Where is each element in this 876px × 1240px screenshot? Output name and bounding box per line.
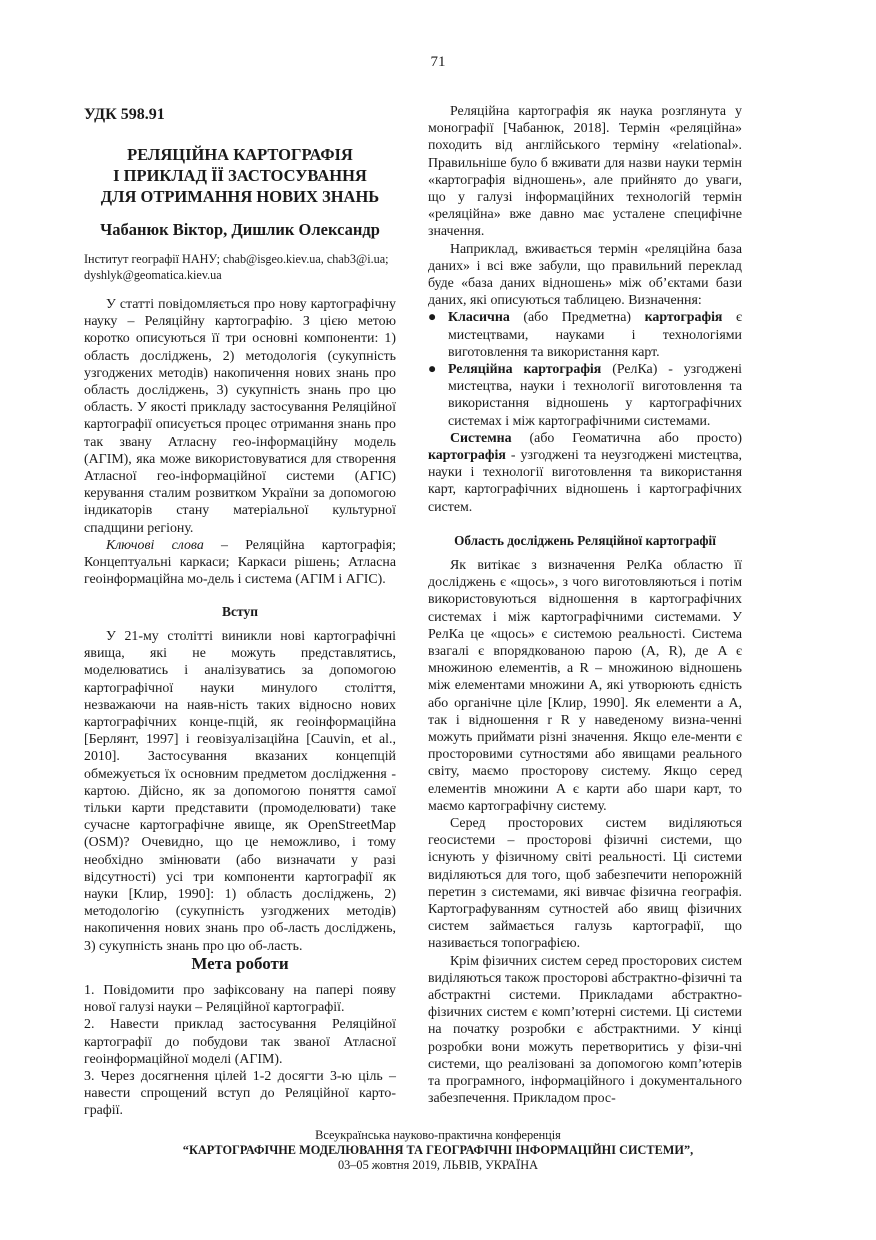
definition-text: (РелКа) - узгоджені мистецтва, науки і технології виготовлення та використання відношень у картографічних системах і між картографічними системами. (448, 362, 742, 429)
goal-item: 3. Через досягнення цілей 1-2 досягти 3-ю ціль – навести спрощений вступ до Реляційної карто-графії. (84, 1069, 396, 1119)
udk-code: УДК 598.91 (84, 106, 165, 123)
page-number: 71 (430, 54, 446, 70)
paragraph: Як витікає з визначення РелКа областю її досліджень є «щось», з чого виготовляються і потім використовуються відношення в картографічних системах і між картографічними системами. У РелКа це «щось» є системою реальності. Система взагалі є впорядкованою парою (A, R), де A є множиною елементів, а R – множиною відношень між елементами множини A, які утворюють єдність або органічне ціле [Клир, 1990]. Як елементи a A, так і відношення r R у наведеному визна-ченні можуть приймати різні значення. Якщо еле-менти є просторовими сутностями або явищами реального світу, маємо просторову систему. Якщо серед елементів множини A є карти або шари карт, то маємо картографічну систему. (428, 558, 742, 814)
definition-text: (або Геоматична або просто) (511, 430, 742, 446)
footer-line: Всеукраїнська науково-практична конференція (315, 1128, 561, 1142)
systemic-definition (428, 430, 742, 516)
definition-text: - узгоджені та неузгоджені мистецтва, науки і технології виготовлення та використання карт, картографічних відношень і картографічних систем. (428, 448, 742, 515)
footer-line: 03–05 жовтня 2019, ЛЬВІВ, УКРАЇНА (337, 1158, 539, 1172)
paragraph: Серед просторових систем виділяються геосистеми – просторові фізичні системи, що існують у фізичному світі реальності. Ці системи виділяються для того, щоб забезпечити непорожній перетин з системами, які вивчає фізична географія. Картографуванням сутностей або явищ фізичних систем займається галузь картографії, що називається топографією. (428, 816, 742, 952)
paragraph: Крім фізичних систем серед просторових систем виділяються також просторові абстрактно-фізичні та абстрактні системи. Прикладами абстрактно-фізичних систем є комп’ютерні системи. Ці системи на початку розробки є абстрактними. У кінці розробки вони можуть перетворитись у фізи-чні системи, що реалізовані за допомогою комп’ютерів та програмного, інформаційного і документального забезпечення. Прикладом прос- (428, 953, 742, 1107)
area-heading: Область досліджень Реляційної картографії (454, 533, 716, 548)
title-line: ДЛЯ ОТРИМАННЯ НОВИХ ЗНАНЬ (100, 187, 380, 206)
intro-heading: Вступ (222, 604, 258, 619)
term: картографія (644, 310, 723, 326)
term: картографія (428, 448, 506, 464)
abstract-text: У статті повідомляється про нову картографічну науку – Реляційну картографію. З цією метою коротко описуються її три основні компоненти: 1) область досліджень, 2) методологія (сукупність узгоджених методів) накопичення нових знань про область досліджень, 3) сукупність знань про цю область. У якості прикладу застосування Реляційної картографії описується процес отримання знань про так звану Атласну гео-інформаційну модель (АГІМ), яка може використовуватися для створення Атласної гео-інформаційної системи (АГІС) керування сталим розвитком України за допомогою індикаторів стану матеріальної культурної спадщини регіону. (84, 297, 396, 536)
paper-title (84, 144, 396, 207)
title-line: І ПРИКЛАД ЇЇ ЗАСТОСУВАННЯ (113, 166, 367, 185)
definitions-list (428, 309, 742, 429)
intro-text: У 21-му столітті виникли нові картографічні явища, які не можуть представлятись, моделюватись і аналізуватись за допомогою картографічної науки минулого століття, незважаючи на наяв-ність таких відносно нових картографічних конце-пцій, як геоінформаційна [Берлянт, 1997] і геовізуалізаційна [Cauvin, et al., 2010]. Застосування вказаних концепцій обмежується їх основним предметом дослідження - картою. Дійсно, як за допомогою поняття самої тільки карти представити (промоделювати) таке сучасне картографічне явище, як OpenStreetMap (OSM)? Очевидно, що це неможливо, і тому необхідно змінювати (або визначати у разі відсутності) усі три компоненти картографії як науки [Клир, 1990]: 1) область досліджень, 2) методологію (сукупність узгоджених методів) накопичення нових знань про об-ласть досліджень, 3) сукупність знань про цю об-ласть. (84, 629, 396, 954)
keywords-text: – Реляційна картографія; Концептуальні каркаси; Каркаси рішень; Атласна геоінформаційна мо-дель і система (АГІМ і АГІС). (84, 537, 396, 588)
conference-title: “КАРТОГРАФІЧНЕ МОДЕЛЮВАННЯ ТА ГЕОГРАФІЧНІ ІНФОРМАЦІЙНІ СИСТЕМИ”, (182, 1143, 694, 1157)
term: Класична (448, 310, 510, 326)
bullet-icon: ● (428, 310, 437, 326)
definition-text: (або Предметна) (509, 310, 645, 326)
paragraph: Наприклад, вживається термін «реляційна база даних» і всі вже забули, що правильний переклад буде «база даних відношень» між об’єктами бази даних, які описуються таблицею. Визначення: (428, 241, 742, 309)
bullet-icon: ● (428, 362, 437, 378)
keywords-label: Ключові слова (106, 537, 204, 553)
term: Реляційна картографія (448, 362, 602, 378)
goal-item: 1. Повідомити про зафіксовану на папері появу нової галузі науки – Реляційної картографії. (84, 983, 396, 1016)
term: Системна (450, 430, 512, 446)
goals-list (84, 982, 396, 1120)
goal-item: 2. Навести приклад застосування Реляційної картографії до побудови так званої Атласної геоінформаційної моделі (АГІМ). (84, 1017, 396, 1067)
abstract-section (84, 296, 396, 588)
right-column-intro (428, 103, 742, 516)
definition-text: є мистецтвами, науками і технологіями виготовлення та використання карт. (448, 310, 743, 360)
authors: Чабанюк Віктор, Дишлик Олександр (100, 220, 380, 239)
area-section (428, 557, 742, 1108)
paragraph: Реляційна картографія як наука розглянута у монографії [Чабанюк, 2018]. Термін «реляційна» походить від англійського терміну «relational». Правильніше було б вживати для назви науки термін «картографія відношень», але прийнято до уваги, що у галузі інформаційних технологій термін «реляційна» вже давно має усталене специфічне значення. (428, 104, 742, 240)
affiliation: Інститут географії НАНУ; chab@isgeo.kiev.ua, chab3@i.ua; dyshlyk@geomatica.kiev.ua (84, 252, 389, 282)
intro-section (84, 628, 396, 955)
keywords (84, 537, 396, 589)
definition-item (428, 309, 742, 361)
goals-heading: Мета роботи (191, 954, 289, 973)
title-line: РЕЛЯЦІЙНА КАРТОГРАФІЯ (127, 145, 353, 164)
page-footer (0, 1128, 876, 1173)
definition-item (428, 361, 742, 430)
